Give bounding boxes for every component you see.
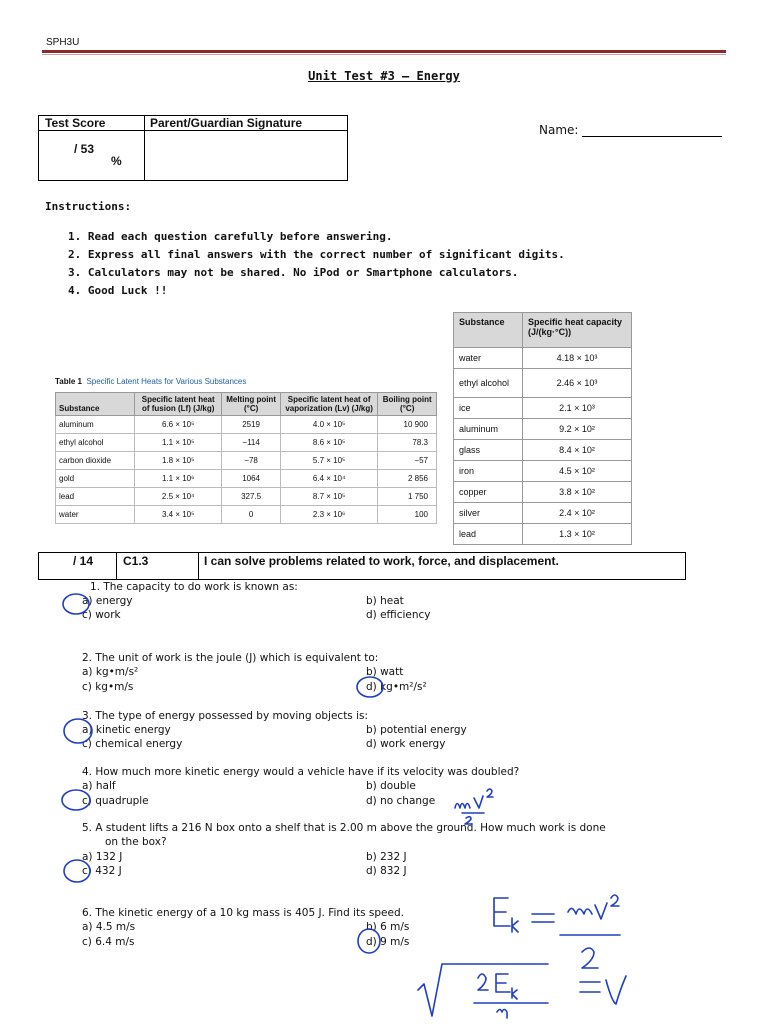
section-score: / 14 [73,554,94,568]
lt-cell: −114 [222,434,281,452]
sh-substance: silver [454,503,523,524]
lt-header: Specific latent heat of fusion (Lf) (J/kg) [135,393,222,416]
option-c[interactable]: c) chemical energy [82,738,183,750]
sh-value: 2.46 × 10³ [523,369,632,398]
sh-value: 2.4 × 10² [523,503,632,524]
option-a[interactable]: a) energy [82,595,133,607]
lt-cell: −78 [222,452,281,470]
sh-header-capacity: Specific heat capacity (J/(kg·°C)) [523,313,632,348]
sh-substance: lead [454,524,523,545]
option-d[interactable]: d) efficiency [366,609,431,621]
score-value: / 53 [74,142,95,156]
lt-cell: 0 [222,506,281,524]
answer-circle [62,790,90,810]
instruction-item: 3. Calculators may not be shared. No iPod or Smartphone calculators. [68,266,519,279]
lt-cell: 8.7 × 10⁵ [280,488,378,506]
sh-header-substance: Substance [454,313,523,348]
lt-cell: 2.3 × 10⁶ [280,506,378,524]
sh-value: 4.18 × 10³ [523,348,632,369]
sh-value: 8.4 × 10² [523,440,632,461]
lt-cell: 6.4 × 10⁴ [280,470,378,488]
lt-cell: 1.1 × 10⁵ [135,434,222,452]
instruction-item: 1. Read each question carefully before answering. [68,230,393,243]
sh-substance: glass [454,440,523,461]
lt-header: Boiling point (°C) [378,393,437,416]
option-b[interactable]: b) double [366,780,416,792]
lt-cell: 2 856 [378,470,437,488]
question-stem: 5. A student lifts a 216 N box onto a shelf that is 2.00 m above the ground. How much work is done [82,822,606,834]
option-a[interactable]: a) 132 J [82,851,123,863]
option-b[interactable]: b) heat [366,595,404,607]
lt-cell: 78.3 [378,434,437,452]
handwritten-speed-equation [418,964,626,1018]
course-code: SPH3U [46,37,80,48]
option-a[interactable]: a) half [82,780,116,792]
option-b[interactable]: b) watt [366,666,404,678]
lt-header: Substance [56,393,135,416]
sh-value: 3.8 × 10² [523,482,632,503]
question-stem: 1. The capacity to do work is known as: [90,581,298,593]
option-d[interactable]: d) kg•m²/s² [366,681,427,693]
lt-cell: 1 750 [378,488,437,506]
lt-cell: water [56,506,135,524]
sh-substance: ice [454,398,523,419]
lt-cell: 1064 [222,470,281,488]
answer-circle [357,677,383,697]
lt-cell: −57 [378,452,437,470]
lt-cell: carbon dioxide [56,452,135,470]
answer-circle [63,594,89,614]
option-d[interactable]: d) no change [366,795,436,807]
instructions-heading: Instructions: [45,200,132,213]
question-stem: 4. How much more kinetic energy would a vehicle have if its velocity was doubled? [82,766,520,778]
option-c[interactable]: c) kg•m/s [82,681,134,693]
option-a[interactable]: a) kg•m/s² [82,666,139,678]
lt-cell: 1.1 × 10⁶ [135,470,222,488]
sh-value: 4.5 × 10² [523,461,632,482]
option-d[interactable]: d) 832 J [366,865,407,877]
lt-cell: 1.8 × 10⁵ [135,452,222,470]
lt-cell: 2.5 × 10⁴ [135,488,222,506]
lt-cell: 3.4 × 10⁵ [135,506,222,524]
answer-circle [64,719,92,743]
option-a[interactable]: a) kinetic energy [82,724,171,736]
lt-header: Specific latent heat of vaporization (Lv) (J/kg) [280,393,378,416]
lt-cell: 4.0 × 10⁵ [280,416,378,434]
option-c[interactable]: c) quadruple [82,795,149,807]
latent-table-caption: Table 1 Specific Latent Heats for Various Substances [55,377,247,386]
question-stem: 6. The kinetic energy of a 10 kg mass is 405 J. Find its speed. [82,907,404,919]
lt-cell: ethyl alcohol [56,434,135,452]
question-stem: 3. The type of energy possessed by moving objects is: [82,710,369,722]
sh-substance: aluminum [454,419,523,440]
lt-cell: 8.6 × 10⁵ [280,434,378,452]
option-b[interactable]: b) 232 J [366,851,407,863]
test-score-header: Test Score [45,116,106,130]
question-stem-cont: on the box? [105,836,167,848]
sh-value: 2.1 × 10³ [523,398,632,419]
signature-header: Parent/Guardian Signature [150,116,303,130]
instruction-item: 2. Express all final answers with the correct number of significant digits. [68,248,565,261]
sh-substance: iron [454,461,523,482]
handwritten-mv2-over-2 [455,789,493,824]
option-c[interactable]: c) 432 J [82,865,122,877]
percent-value: % [111,154,122,168]
question-stem: 2. The unit of work is the joule (J) which is equivalent to: [82,652,379,664]
lt-cell: 5.7 × 10⁵ [280,452,378,470]
lt-cell: lead [56,488,135,506]
sh-substance: water [454,348,523,369]
lt-cell: 10 900 [378,416,437,434]
option-c[interactable]: c) 6.4 m/s [82,936,135,948]
sh-substance: ethyl alcohol [454,369,523,398]
lt-cell: gold [56,470,135,488]
lt-cell: 327.5 [222,488,281,506]
instruction-item: 4. Good Luck !! [68,284,168,297]
lt-header: Melting point (°C) [222,393,281,416]
option-d[interactable]: d) 9 m/s [366,936,410,948]
section-description: I can solve problems related to work, force, and displacement. [204,554,559,568]
answer-circle [64,860,90,882]
section-code: C1.3 [123,554,149,568]
option-b[interactable]: b) potential energy [366,724,467,736]
name-label: Name: [539,123,579,137]
handwritten-ek-equation [494,895,620,968]
lt-cell: 6.6 × 10⁵ [135,416,222,434]
lt-cell: 2519 [222,416,281,434]
option-c[interactable]: c) work [82,609,121,621]
sh-substance: copper [454,482,523,503]
sh-value: 1.3 × 10² [523,524,632,545]
answer-circle [358,929,380,953]
option-d[interactable]: d) work energy [366,738,446,750]
lt-cell: 100 [378,506,437,524]
page-title: Unit Test #3 – Energy [308,69,460,83]
lt-cell: aluminum [56,416,135,434]
option-b[interactable]: b) 6 m/s [366,921,410,933]
option-a[interactable]: a) 4.5 m/s [82,921,136,933]
sh-value: 9.2 × 10² [523,419,632,440]
